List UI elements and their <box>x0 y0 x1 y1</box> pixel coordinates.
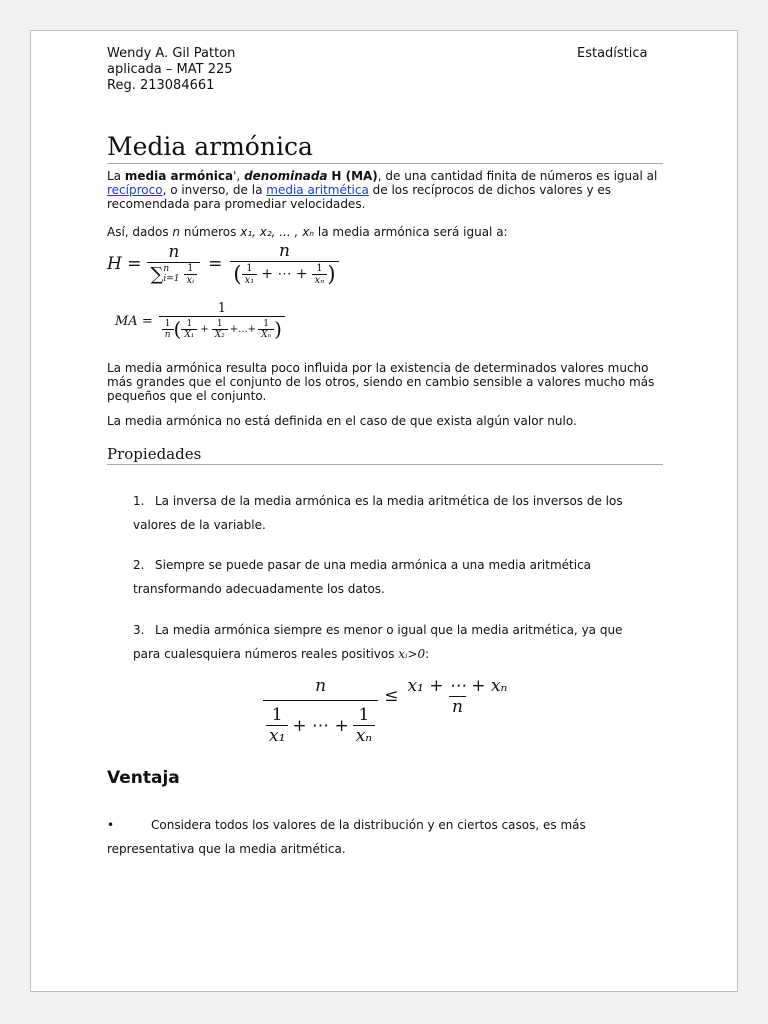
list-text: Siempre se puede pasar de una media armónica a una media aritmética transformando adecuadamente los datos. <box>133 558 592 596</box>
formula3-denominator <box>263 700 378 746</box>
given-variables: x₁, x₂, ... , xₙ <box>240 225 315 239</box>
harmonic-mean-formula <box>107 241 339 286</box>
influence-paragraph: La media armónica resulta poco influida por la existencia de determinados valores mucho más grandes que el conjunto de los otros, siendo en cambio sensible a valores mucho más pequeños que el conjunto. <box>107 361 655 403</box>
header-subject: Estadística <box>577 46 648 61</box>
intro-text: de los recíprocos de dichos valores y es recomendada para promediar velocidades. <box>107 183 612 211</box>
formula2-lhs: MA = <box>115 313 153 329</box>
formula3-left-fraction <box>263 676 378 746</box>
sum-upper: n <box>163 264 170 274</box>
sum-symbol: ∑ <box>150 263 164 285</box>
intro-text: La <box>107 169 125 183</box>
null-value-paragraph: La media armónica no está definida en el caso de que exista algún valor nulo. <box>107 414 577 428</box>
list-end-colon: : <box>425 647 430 661</box>
intro-text: , de una cantidad finita de números es igual al <box>377 169 658 183</box>
frac-one: 1 <box>358 705 370 725</box>
list-item-2 <box>133 553 633 601</box>
header-left <box>107 46 235 94</box>
given-n: n <box>172 225 181 239</box>
formula3-numerator: n <box>315 676 327 696</box>
bullet-marker: • <box>107 818 115 832</box>
frac-Xn: Xₙ <box>258 329 274 340</box>
given-text: la media armónica será igual a: <box>314 225 508 239</box>
frac-x1: x₁ <box>242 274 258 286</box>
registration-number: Reg. 213084661 <box>107 78 215 93</box>
section-heading-propiedades: Propiedades <box>107 445 202 463</box>
intro-bold-abbr: H (MA) <box>331 169 378 183</box>
formula3-right-denominator: n <box>449 696 466 717</box>
formula2-fraction <box>159 301 285 341</box>
bullet-text: Considera todos los valores de la distribución y en ciertos casos, es más representativa que la media aritmética. <box>107 818 586 856</box>
document-page <box>30 30 738 992</box>
page-title: Media armónica <box>107 132 313 161</box>
formula1-equals: = <box>208 253 223 274</box>
course-line: aplicada – MAT 225 <box>107 62 233 77</box>
left-paren: ( <box>173 317 182 341</box>
sum-lower: i=1 <box>163 274 180 284</box>
formula1-numerator2: n <box>279 241 290 261</box>
intro-paragraph <box>107 169 663 211</box>
list-number: 2. <box>133 558 145 572</box>
intro-bold-italic: denominada <box>244 169 328 183</box>
frac-one-over-xn <box>353 705 375 746</box>
list-item-1 <box>133 489 633 537</box>
intro-bold-term: media armónica <box>124 169 234 183</box>
formula1-numerator: n <box>168 241 180 262</box>
formula2-plus: + <box>200 323 209 335</box>
inequality-formula <box>263 676 510 746</box>
formula3-right-numerator: x₁ + ⋯ + xₙ <box>407 676 508 696</box>
frac-one: 1 <box>316 262 323 274</box>
intro-text: , o inverso, de la <box>162 183 267 197</box>
frac-x1: x₁ <box>266 725 288 746</box>
inner-xi: xᵢ <box>184 274 198 286</box>
frac-X1: X₁ <box>181 329 197 340</box>
right-paren: ) <box>274 317 282 341</box>
frac-xn: xₙ <box>312 274 328 286</box>
right-paren: ) <box>327 262 336 286</box>
intro-text: ', <box>233 169 245 183</box>
sum-limits <box>163 264 179 284</box>
formula2-numerator: 1 <box>217 301 226 316</box>
given-text: Así, dados <box>107 225 173 239</box>
formula1-dots: + ⋯ + <box>261 266 308 282</box>
frac-one: 1 <box>246 262 253 274</box>
formula1-lhs: H = <box>107 253 142 274</box>
formula3-dots: + ⋯ + <box>292 715 349 736</box>
left-paren: ( <box>233 262 242 286</box>
bullet-item <box>107 813 667 861</box>
frac-xn: xₙ <box>353 725 375 746</box>
formula1-fraction-sum <box>147 242 200 286</box>
frac-one-over-x1 <box>242 263 258 286</box>
frac-n: n <box>162 329 174 340</box>
link-reciproco[interactable]: recíproco <box>107 183 163 197</box>
frac-one-over-X1: $\frac{1}{\text{X₁}}$ <box>181 319 197 340</box>
given-line <box>107 225 663 239</box>
section-heading-ventaja: Ventaja <box>107 768 180 788</box>
list-text: La inversa de la media armónica es la media aritmética de los inversos de los valores de la variable. <box>133 494 623 532</box>
formula2-dots: +...+ <box>229 323 257 335</box>
frac-X2: X₂ <box>212 329 228 340</box>
formula3-leq: ≤ <box>384 686 399 706</box>
given-text: números <box>180 225 241 239</box>
frac-one-over-X2: $\frac{1}{\text{X₂}}$ <box>212 319 228 340</box>
ma-formula <box>115 301 285 341</box>
formula1-fraction-expanded <box>230 241 338 286</box>
frac-one-over-x1 <box>266 705 288 746</box>
list-item-3 <box>133 618 633 666</box>
author-name: Wendy A. Gil Patton <box>107 46 236 61</box>
formula2-denominator <box>159 316 285 341</box>
list-text: La media armónica siempre es menor o igual que la media aritmética, ya que para cualesquiera números reales positivos <box>133 623 623 661</box>
formula3-right-fraction <box>404 676 510 717</box>
propiedades-rule <box>107 464 663 465</box>
formula1-denominator2 <box>230 261 338 286</box>
list-number: 3. <box>133 623 145 637</box>
inner-one: 1 <box>187 262 194 274</box>
title-rule <box>107 163 663 164</box>
frac-one: 1 <box>271 705 283 725</box>
link-media-aritmetica[interactable]: media aritmética <box>266 183 369 197</box>
frac-one-over-xn <box>312 263 328 286</box>
formula1-denominator <box>147 262 200 286</box>
frac-one-over-n: $\frac{1}{n}$ <box>162 319 174 340</box>
list-number: 1. <box>133 494 145 508</box>
list-condition: xᵢ>0 <box>398 647 426 661</box>
frac-one-over-Xn: $\frac{1}{\text{Xₙ}}$ <box>258 319 274 340</box>
formula1-inner-fraction <box>184 263 198 286</box>
